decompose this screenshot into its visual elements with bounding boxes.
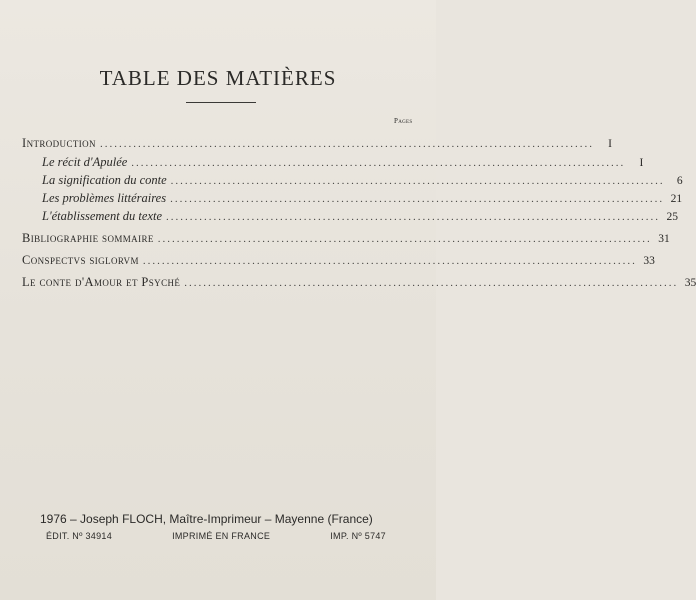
toc-entry-page: 35 [684,277,696,289]
toc-entry-label: L'établissement du texte [42,209,163,223]
toc-entry [22,275,696,290]
dot-leader: ........................................................................................................ [131,157,626,169]
printer-imprint: 1976 – Joseph FLOCH, Maître-Imprimeur – Mayenne (France) [40,512,373,526]
printed-in-france: IMPRIMÉ EN FRANCE [172,531,271,541]
toc-entry [22,253,655,268]
toc-entry-label: Le conte d'Amour et Psyché [22,275,181,289]
dot-leader: ........................................................................................................ [166,211,661,223]
toc-entry [22,231,670,246]
toc-entry-label: Bibliographie sommaire [22,231,154,245]
pages-column-label: Pages [394,117,413,125]
dot-leader: ........................................................................................................ [170,175,665,187]
impression-number: IMP. Nº 5747 [330,531,386,541]
toc-entry-page: 31 [658,233,670,245]
dot-leader: ........................................................................................................ [184,277,679,289]
dot-leader: ........................................................................................................ [99,138,594,150]
toc-entry [42,209,679,224]
dot-leader: ........................................................................................................ [157,233,652,245]
toc-entry-label: Le récit d'Apulée [42,155,128,169]
printer-imprint-details [46,531,386,541]
toc-entry-page: I [639,157,644,169]
dot-leader: ........................................................................................................ [142,255,637,267]
toc-entry-label: Conspectvs siglorvm [22,253,139,267]
toc-entry-label: Introduction [22,136,96,150]
toc-entry [42,173,683,188]
toc-entry-page: 21 [670,193,683,205]
toc-entry-page: 6 [676,175,683,187]
dot-leader: ........................................................................................................ [170,193,665,205]
toc-entry-page: 25 [666,211,679,223]
page-title: TABLE DES MATIÈRES [99,66,337,90]
toc-entry [42,155,644,170]
toc-entry [42,191,683,206]
toc-entry-label: Les problèmes littéraires [42,191,167,205]
toc-entry-page: 33 [643,255,655,267]
edition-number: ÉDIT. Nº 34914 [46,531,113,541]
title-divider [186,102,256,103]
toc-entry [22,136,612,151]
toc-entry-label: La signification du conte [42,173,167,187]
toc-entry-page: I [608,138,612,150]
